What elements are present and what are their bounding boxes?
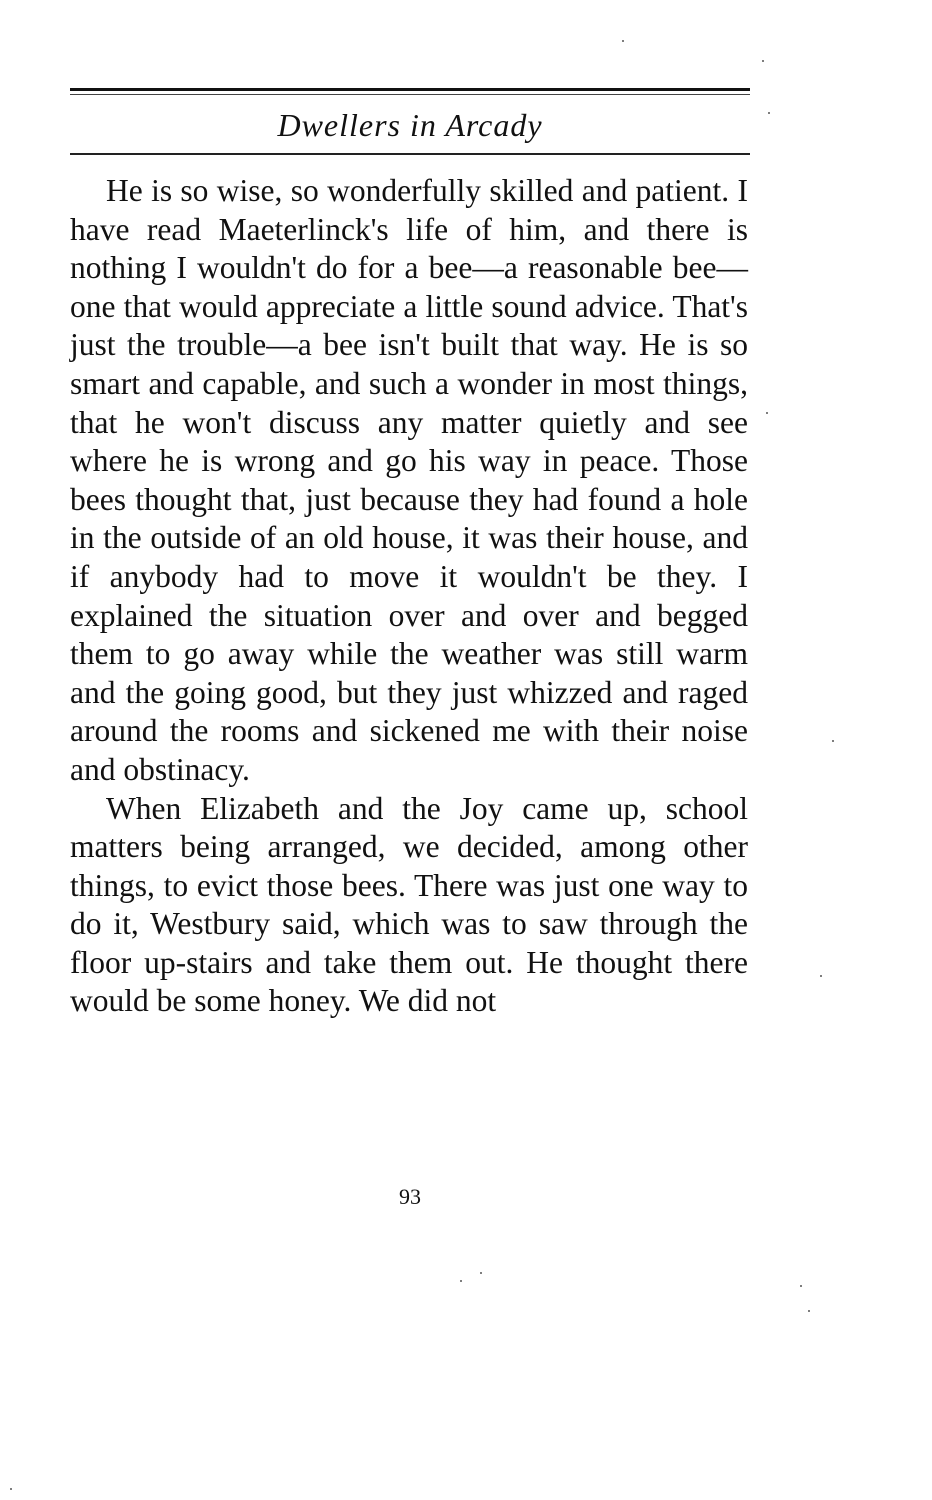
paragraph: He is so wise, so wonderfully skilled and patient. I have read Maeterlinck's life of him, and there is nothing I wouldn't do for a bee—a reasonable bee—one that would appreciate a little sound advice. That's just the trouble—a bee isn't built that way. He is so smart and capable, and such a wonder in most things, that he won't discuss any matter quietly and see where he is wrong and go his way in peace. Those bees thought that, just because they had found a hole in the outside of an old house, it was their house, and if anybody had to move it wouldn't be they. I explained the situation over and over and begged them to go away while the weather was still warm and the going good, but they just whizzed and raged around the rooms and sickened me with their noise and obstinacy.: [70, 173, 748, 787]
page-number: 93: [399, 1184, 421, 1209]
scan-speck: [10, 1488, 12, 1490]
header-rule-bottom: [70, 153, 750, 155]
scan-speck: [460, 1280, 462, 1282]
scan-speck: [800, 1285, 802, 1287]
scan-speck: [622, 40, 624, 42]
running-title: Dwellers in Arcady: [277, 107, 543, 143]
scan-speck: [808, 1310, 810, 1312]
body-text: [70, 172, 748, 1021]
paragraph: When Elizabeth and the Joy came up, school matters being arranged, we decided, among other things, to evict those bees. There was just one way to do it, Westbury said, which was to saw through the floor up-stairs and take them out. He thought there would be some honey. We did not: [70, 790, 748, 1019]
scan-speck: [766, 412, 768, 414]
scan-speck: [762, 60, 764, 62]
header-rule-top-thin: [70, 94, 750, 95]
scan-speck: [768, 112, 770, 114]
header-rule-top: [70, 88, 750, 91]
scan-speck: [832, 740, 834, 742]
scan-speck: [480, 1272, 482, 1274]
scan-speck: [820, 975, 822, 977]
